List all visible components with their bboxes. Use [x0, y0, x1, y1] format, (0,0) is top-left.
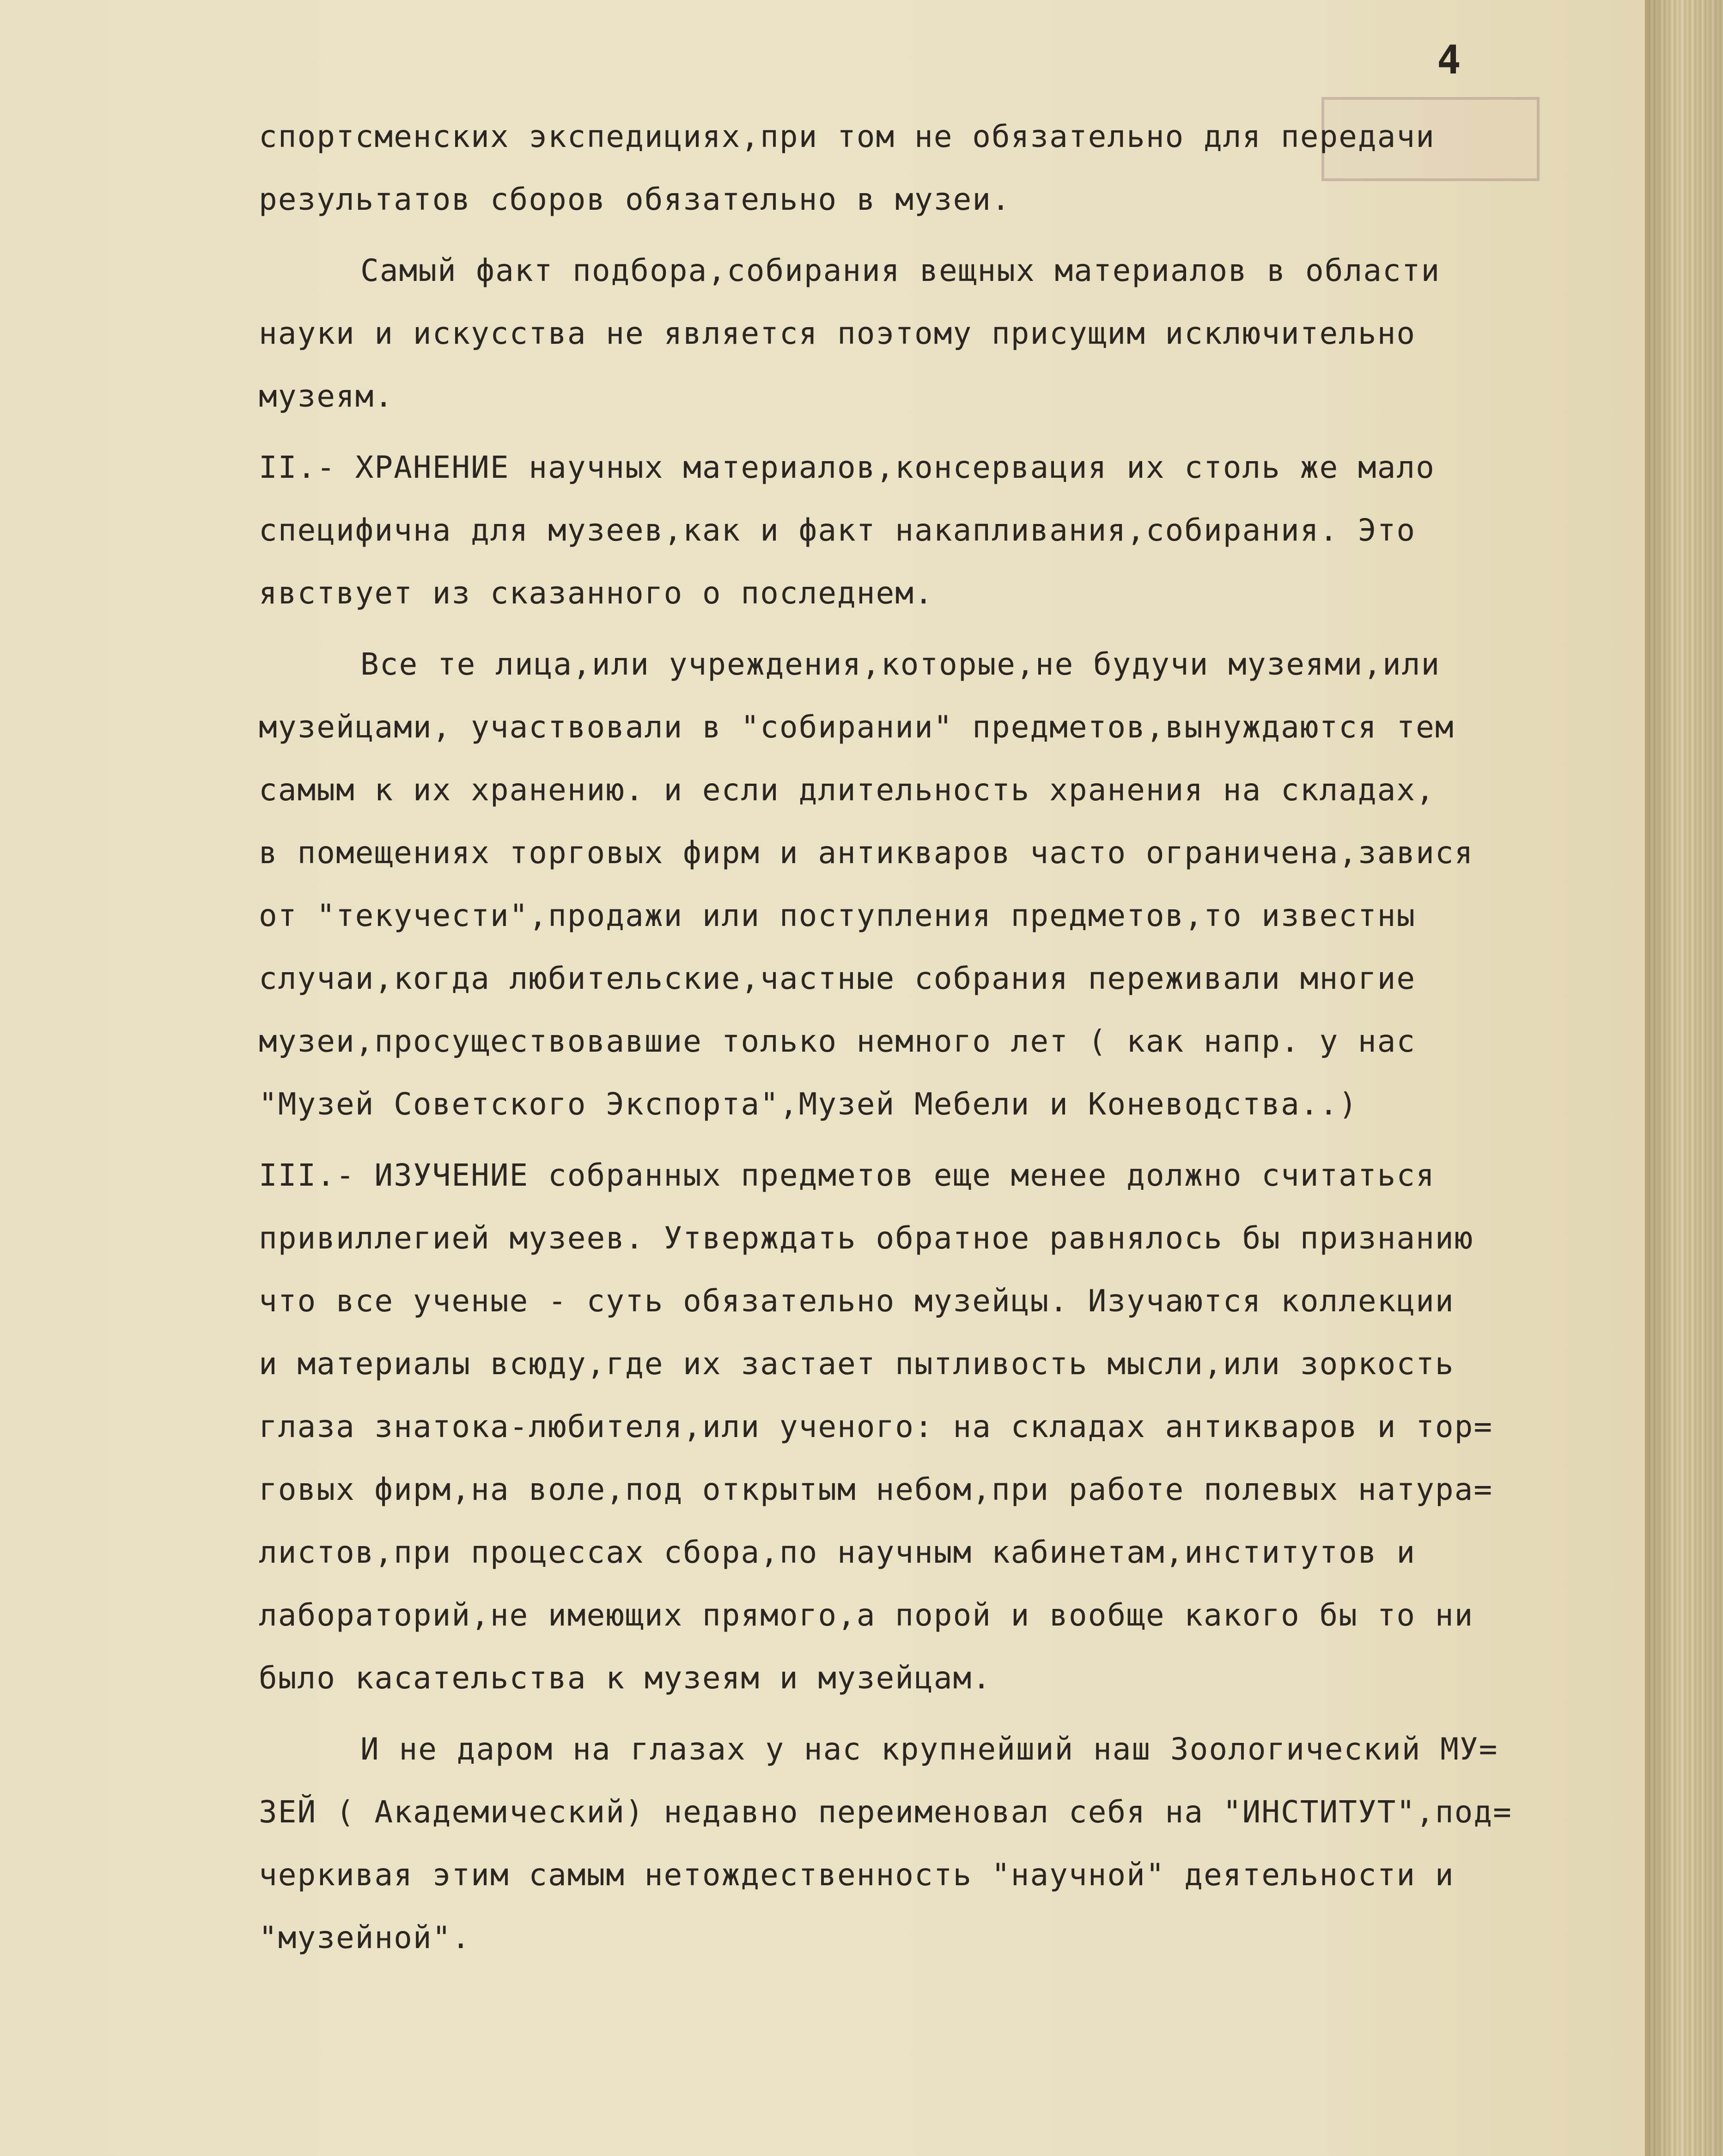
- text-line: И не даром на глазах у нас крупнейший наш Зоологический МУ=: [360, 1731, 1498, 1767]
- text-line: ЗЕЙ ( Академический) недавно переименовал себя на "ИНСТИТУТ",под=: [259, 1794, 1512, 1830]
- text-line: самым к их хранению. и если длительность хранения на складах,: [259, 772, 1435, 808]
- text-line: в помещениях торговых фирм и антикваров часто ограничена,завися: [259, 835, 1474, 871]
- text-line: "Музей Советского Экспорта",Музей Мебели и Коневодства..): [259, 1086, 1358, 1122]
- edge-shadow: [1647, 0, 1723, 2156]
- text-line: результатов сборов обязательно в музеи.: [259, 182, 1011, 217]
- typewritten-text: [259, 105, 1622, 1969]
- text-line: науки и искусства не является поэтому присущим исключительно: [259, 316, 1416, 351]
- text-line: глаза знатока-любителя,или ученого: на складах антикваров и тор=: [259, 1409, 1493, 1444]
- text-line: от "текучести",продажи или поступления предметов,то известны: [259, 898, 1416, 933]
- page-edges: [1645, 0, 1723, 2156]
- text-line: было касательства к музеям и музейцам.: [259, 1660, 992, 1696]
- text-line: явствует из сказанного о последнем.: [259, 575, 934, 611]
- text-line: "музейной".: [259, 1920, 471, 1955]
- text-line: музейцами, участвовали в "собирании" предметов,вынуждаются тем: [259, 709, 1455, 745]
- page-number: 4: [1437, 37, 1461, 83]
- text-line: черкивая этим самым нетождественность "научной" деятельности и: [259, 1857, 1455, 1893]
- text-line: случаи,когда любительские,частные собрания переживали многие: [259, 961, 1416, 996]
- text-line: II.- ХРАНЕНИЕ научных материалов,консервация их столь же мало: [259, 450, 1435, 485]
- text-line: говых фирм,на воле,под открытым небом,при работе полевых натура=: [259, 1472, 1493, 1507]
- text-line: и материалы всюду,где их застает пытливость мысли,или зоркость: [259, 1346, 1455, 1382]
- text-line: привиллегией музеев. Утверждать обратное равнялось бы признанию: [259, 1220, 1474, 1256]
- text-line: музеи,просуществовавшие только немного лет ( как напр. у нас: [259, 1023, 1416, 1059]
- text-line: что все ученые - суть обязательно музейцы. Изучаются коллекции: [259, 1283, 1455, 1319]
- text-line: музеям.: [259, 378, 394, 414]
- text-line: спортсменских экспедициях,при том не обязательно для передачи: [259, 119, 1435, 154]
- text-line: лабораторий,не имеющих прямого,а порой и вообще какого бы то ни: [259, 1597, 1474, 1633]
- text-line: III.- ИЗУЧЕНИЕ собранных предметов еще менее должно считаться: [259, 1157, 1435, 1193]
- text-line: Все те лица,или учреждения,которые,не будучи музеями,или: [360, 646, 1441, 682]
- text-line: специфична для музеев,как и факт накапливания,собирания. Это: [259, 512, 1416, 548]
- text-line: листов,при процессах сбора,по научным кабинетам,институтов и: [259, 1535, 1416, 1570]
- text-line: Самый факт подбора,собирания вещных материалов в области: [360, 253, 1441, 288]
